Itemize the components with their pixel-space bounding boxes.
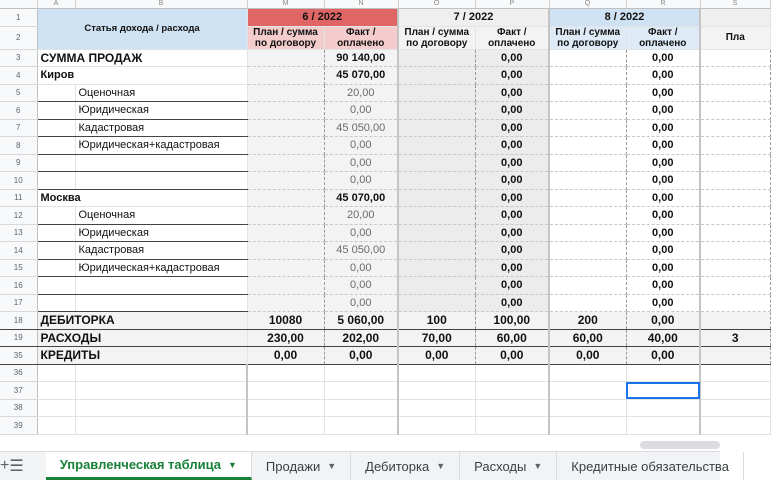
empty-cell[interactable] <box>626 417 700 435</box>
empty-cell[interactable] <box>475 364 549 382</box>
empty-cell[interactable] <box>37 417 75 435</box>
value-cell[interactable]: 0,00 <box>475 277 549 295</box>
value-cell[interactable] <box>247 172 324 190</box>
value-cell[interactable] <box>247 294 324 312</box>
value-cell[interactable] <box>700 189 770 207</box>
row-label-item[interactable]: Юридическая <box>75 224 247 242</box>
total-row <box>0 312 770 330</box>
value-cell[interactable]: 45 070,00 <box>324 67 398 85</box>
row-label-item[interactable]: Оценочная <box>75 207 247 225</box>
value-cell[interactable] <box>247 119 324 137</box>
total-value-cell[interactable]: 0,00 <box>398 347 475 365</box>
value-cell[interactable] <box>549 259 626 277</box>
sheet-tab-label: Управленческая таблица <box>59 457 221 472</box>
empty-cell[interactable] <box>549 364 626 382</box>
row-number[interactable]: 38 <box>0 399 37 417</box>
column-header-s[interactable]: S <box>700 0 770 9</box>
empty-cell[interactable] <box>475 399 549 417</box>
column-header-n[interactable]: N <box>324 0 398 9</box>
value-cell[interactable] <box>700 119 770 137</box>
value-cell[interactable]: 0,00 <box>324 277 398 295</box>
row-label-item[interactable]: Оценочная <box>75 84 247 102</box>
value-cell[interactable]: 0,00 <box>475 102 549 120</box>
value-cell[interactable] <box>398 84 475 102</box>
row-label-item[interactable]: Юридическая+кадастровая <box>75 137 247 155</box>
column-header-o[interactable]: O <box>398 0 475 9</box>
value-cell[interactable] <box>549 277 626 295</box>
row-label-indent[interactable] <box>37 207 75 225</box>
value-cell[interactable]: 0,00 <box>626 119 700 137</box>
total-value-cell[interactable]: 5 060,00 <box>324 312 398 330</box>
tab-dropdown-icon[interactable]: ▼ <box>533 461 543 471</box>
sheet-tab[interactable] <box>252 452 351 480</box>
empty-cell[interactable] <box>75 382 247 400</box>
value-cell[interactable]: 0,00 <box>626 102 700 120</box>
corner-cell[interactable] <box>0 0 37 9</box>
row-number[interactable]: 7 <box>0 119 37 137</box>
value-cell[interactable]: 20,00 <box>324 84 398 102</box>
value-cell[interactable] <box>549 172 626 190</box>
value-cell[interactable] <box>700 259 770 277</box>
empty-cell[interactable] <box>549 399 626 417</box>
row-number[interactable]: 15 <box>0 259 37 277</box>
value-cell[interactable]: 0,00 <box>475 242 549 260</box>
total-label[interactable]: ДЕБИТОРКА <box>37 312 247 330</box>
total-value-cell[interactable]: 100 <box>398 312 475 330</box>
value-cell[interactable] <box>549 224 626 242</box>
row-label-item[interactable] <box>75 154 247 172</box>
value-cell[interactable] <box>247 207 324 225</box>
total-label[interactable]: КРЕДИТЫ <box>37 347 247 365</box>
total-value-cell[interactable] <box>700 312 770 330</box>
column-header-row <box>0 0 770 9</box>
total-value-cell[interactable]: 0,00 <box>475 347 549 365</box>
value-cell[interactable]: 0,00 <box>626 84 700 102</box>
empty-cell[interactable] <box>75 399 247 417</box>
empty-cell[interactable] <box>398 417 475 435</box>
table-row <box>0 172 770 190</box>
empty-cell[interactable] <box>700 382 770 400</box>
total-row <box>0 347 770 365</box>
value-cell[interactable]: 0,00 <box>626 189 700 207</box>
value-cell[interactable]: 0,00 <box>475 207 549 225</box>
value-cell[interactable] <box>549 189 626 207</box>
value-cell[interactable] <box>700 154 770 172</box>
row-label-indent[interactable] <box>37 102 75 120</box>
value-cell[interactable] <box>247 67 324 85</box>
value-cell[interactable]: 20,00 <box>324 207 398 225</box>
tab-dropdown-icon[interactable]: ▼ <box>436 461 446 471</box>
value-cell[interactable] <box>247 224 324 242</box>
row-number[interactable]: 6 <box>0 102 37 120</box>
empty-cell[interactable] <box>324 382 398 400</box>
value-cell[interactable]: 0,00 <box>475 294 549 312</box>
empty-cell[interactable] <box>398 364 475 382</box>
value-cell[interactable] <box>549 137 626 155</box>
value-cell[interactable]: 0,00 <box>626 207 700 225</box>
row-number[interactable]: 11 <box>0 189 37 207</box>
total-value-cell[interactable]: 40,00 <box>626 329 700 347</box>
empty-cell[interactable] <box>626 399 700 417</box>
total-value-cell[interactable]: 0,00 <box>549 347 626 365</box>
table-row <box>0 102 770 120</box>
sheet-tab-label: Расходы <box>474 458 527 474</box>
empty-cell[interactable] <box>37 382 75 400</box>
add-sheet-icon[interactable]: + <box>0 457 10 474</box>
row-label-indent[interactable] <box>37 277 75 295</box>
empty-cell[interactable] <box>37 399 75 417</box>
row-number[interactable]: 12 <box>0 207 37 225</box>
value-cell[interactable]: 0,00 <box>626 224 700 242</box>
tab-dropdown-icon[interactable]: ▼ <box>327 461 337 471</box>
table-row <box>0 49 770 67</box>
empty-cell[interactable] <box>324 399 398 417</box>
value-cell[interactable] <box>398 294 475 312</box>
row-label[interactable]: Москва <box>37 189 247 207</box>
value-cell[interactable] <box>398 224 475 242</box>
empty-cell[interactable] <box>398 382 475 400</box>
row-label-item[interactable] <box>75 294 247 312</box>
table-row <box>0 189 770 207</box>
table-row <box>0 277 770 295</box>
sheet-tab-label: Кредитные обязательства <box>571 458 729 474</box>
value-cell[interactable] <box>398 67 475 85</box>
row-label-indent[interactable] <box>37 172 75 190</box>
value-cell[interactable] <box>549 154 626 172</box>
row-number[interactable]: 4 <box>0 67 37 85</box>
empty-cell[interactable] <box>700 364 770 382</box>
empty-cell[interactable] <box>324 417 398 435</box>
value-cell[interactable] <box>700 137 770 155</box>
plan-header[interactable]: План / сумма по договору <box>549 26 626 49</box>
empty-cell[interactable] <box>324 364 398 382</box>
value-cell[interactable] <box>398 137 475 155</box>
value-cell[interactable] <box>549 294 626 312</box>
empty-cell[interactable] <box>626 364 700 382</box>
value-cell[interactable] <box>247 259 324 277</box>
empty-cell[interactable] <box>247 364 324 382</box>
value-cell[interactable] <box>549 67 626 85</box>
item-column-header[interactable]: Статья дохода / расхода <box>37 9 247 50</box>
value-cell[interactable] <box>549 49 626 67</box>
value-cell[interactable] <box>247 102 324 120</box>
row-label-item[interactable]: Юридическая+кадастровая <box>75 259 247 277</box>
value-cell[interactable] <box>398 277 475 295</box>
month-header-6-2022[interactable]: 6 / 2022 <box>247 9 398 27</box>
row-label[interactable]: СУММА ПРОДАЖ <box>37 49 247 67</box>
sheet-tab[interactable] <box>46 452 252 480</box>
empty-cell[interactable] <box>75 364 247 382</box>
value-cell[interactable] <box>398 154 475 172</box>
row-label-indent[interactable] <box>37 294 75 312</box>
value-cell[interactable]: 0,00 <box>626 242 700 260</box>
row-number[interactable]: 2 <box>0 26 37 49</box>
value-cell[interactable]: 0,00 <box>626 294 700 312</box>
row-label-item[interactable]: Юридическая <box>75 102 247 120</box>
value-cell[interactable] <box>700 67 770 85</box>
value-cell[interactable]: 45 050,00 <box>324 242 398 260</box>
value-cell[interactable]: 0,00 <box>475 119 549 137</box>
month-header-7-2022[interactable]: 7 / 2022 <box>398 9 549 27</box>
header-row-1 <box>0 9 770 27</box>
value-cell[interactable]: 0,00 <box>324 137 398 155</box>
sheet-tab[interactable] <box>557 452 744 480</box>
total-value-cell[interactable] <box>700 347 770 365</box>
value-cell[interactable]: 0,00 <box>626 277 700 295</box>
table-row <box>0 259 770 277</box>
row-number[interactable]: 10 <box>0 172 37 190</box>
column-header-p[interactable]: P <box>475 0 549 9</box>
empty-cell[interactable] <box>700 417 770 435</box>
row-label-indent[interactable] <box>37 224 75 242</box>
row-label-indent[interactable] <box>37 119 75 137</box>
plan-header[interactable]: План / сумма по договору <box>247 26 324 49</box>
value-cell[interactable]: 90 140,00 <box>324 49 398 67</box>
row-number[interactable]: 35 <box>0 347 37 365</box>
total-value-cell[interactable]: 0,00 <box>626 347 700 365</box>
value-cell[interactable] <box>700 224 770 242</box>
value-cell[interactable] <box>247 49 324 67</box>
total-value-cell[interactable]: 60,00 <box>549 329 626 347</box>
value-cell[interactable]: 0,00 <box>324 102 398 120</box>
row-number[interactable]: 19 <box>0 329 37 347</box>
row-label-indent[interactable] <box>37 242 75 260</box>
row-label-item[interactable] <box>75 172 247 190</box>
row-number[interactable]: 37 <box>0 382 37 400</box>
value-cell[interactable] <box>247 242 324 260</box>
table-row <box>0 119 770 137</box>
tab-dropdown-icon[interactable]: ▼ <box>228 459 237 470</box>
value-cell[interactable]: 0,00 <box>475 49 549 67</box>
sheet-tab-label: Дебиторка <box>365 458 430 474</box>
value-cell[interactable]: 0,00 <box>475 67 549 85</box>
sheet-tab[interactable] <box>460 452 557 480</box>
empty-cell[interactable] <box>247 417 324 435</box>
value-cell[interactable] <box>398 207 475 225</box>
value-cell[interactable] <box>247 277 324 295</box>
value-cell[interactable] <box>549 102 626 120</box>
value-cell[interactable]: 0,00 <box>324 294 398 312</box>
plan-header[interactable]: План / сумма по договору <box>398 26 475 49</box>
empty-cell[interactable] <box>247 382 324 400</box>
row-label[interactable]: Киров <box>37 67 247 85</box>
value-cell[interactable] <box>700 172 770 190</box>
value-cell[interactable] <box>549 242 626 260</box>
row-number[interactable]: 16 <box>0 277 37 295</box>
month-header-next[interactable] <box>700 9 770 27</box>
value-cell[interactable] <box>700 49 770 67</box>
value-cell[interactable] <box>398 119 475 137</box>
total-value-cell[interactable]: 100,00 <box>475 312 549 330</box>
value-cell[interactable]: 0,00 <box>475 154 549 172</box>
value-cell[interactable] <box>398 172 475 190</box>
value-cell[interactable] <box>247 189 324 207</box>
empty-cell[interactable] <box>247 399 324 417</box>
total-value-cell[interactable]: 10080 <box>247 312 324 330</box>
empty-row <box>0 382 770 400</box>
table-row <box>0 224 770 242</box>
row-number[interactable]: 9 <box>0 154 37 172</box>
total-value-cell[interactable]: 60,00 <box>475 329 549 347</box>
total-value-cell[interactable]: 0,00 <box>324 347 398 365</box>
value-cell[interactable]: 0,00 <box>475 259 549 277</box>
row-number[interactable]: 1 <box>0 9 37 27</box>
table-row <box>0 84 770 102</box>
selected-cell[interactable] <box>626 382 700 400</box>
value-cell[interactable]: 45 050,00 <box>324 119 398 137</box>
table-row <box>0 294 770 312</box>
table-row <box>0 67 770 85</box>
tab-list <box>46 452 744 480</box>
value-cell[interactable]: 0,00 <box>626 172 700 190</box>
sheet-tab[interactable] <box>351 452 460 480</box>
column-header-q[interactable]: Q <box>549 0 626 9</box>
value-cell[interactable] <box>398 49 475 67</box>
value-cell[interactable] <box>398 242 475 260</box>
value-cell[interactable] <box>398 102 475 120</box>
table-row <box>0 154 770 172</box>
fact-header[interactable]: Факт / оплачено <box>324 26 398 49</box>
empty-row <box>0 364 770 382</box>
total-value-cell[interactable]: 3 <box>700 329 770 347</box>
value-cell[interactable] <box>549 119 626 137</box>
month-header-8-2022[interactable]: 8 / 2022 <box>549 9 700 27</box>
row-number[interactable]: 13 <box>0 224 37 242</box>
horizontal-scrollbar[interactable] <box>640 441 720 449</box>
total-value-cell[interactable]: 70,00 <box>398 329 475 347</box>
column-header-a[interactable]: A <box>37 0 75 9</box>
row-number[interactable]: 36 <box>0 364 37 382</box>
value-cell[interactable] <box>700 207 770 225</box>
row-label-indent[interactable] <box>37 154 75 172</box>
row-label-item[interactable]: Кадастровая <box>75 242 247 260</box>
value-cell[interactable] <box>549 207 626 225</box>
total-label[interactable]: РАСХОДЫ <box>37 329 247 347</box>
value-cell[interactable] <box>700 242 770 260</box>
column-header-r[interactable]: R <box>626 0 700 9</box>
row-label-indent[interactable] <box>37 84 75 102</box>
empty-cell[interactable] <box>37 364 75 382</box>
value-cell[interactable]: 0,00 <box>475 137 549 155</box>
fact-header[interactable]: Факт / оплачено <box>626 26 700 49</box>
empty-row <box>0 399 770 417</box>
value-cell[interactable] <box>247 84 324 102</box>
value-cell[interactable] <box>700 84 770 102</box>
empty-cell[interactable] <box>475 417 549 435</box>
empty-cell[interactable] <box>398 399 475 417</box>
column-header-m[interactable]: M <box>247 0 324 9</box>
value-cell[interactable]: 0,00 <box>324 172 398 190</box>
value-cell[interactable]: 0,00 <box>626 137 700 155</box>
row-number[interactable]: 14 <box>0 242 37 260</box>
table-row <box>0 242 770 260</box>
total-row <box>0 329 770 347</box>
total-value-cell[interactable]: 200 <box>549 312 626 330</box>
row-number[interactable]: 3 <box>0 49 37 67</box>
table-row <box>0 137 770 155</box>
empty-cell[interactable] <box>75 417 247 435</box>
value-cell[interactable]: 0,00 <box>324 154 398 172</box>
total-value-cell[interactable]: 230,00 <box>247 329 324 347</box>
sheet-tab-label: Продажи <box>265 458 321 474</box>
empty-row <box>0 417 770 435</box>
plan-header-partial[interactable]: Пла <box>700 26 770 49</box>
value-cell[interactable]: 0,00 <box>475 172 549 190</box>
row-label-item[interactable] <box>75 277 247 295</box>
row-number[interactable]: 5 <box>0 84 37 102</box>
all-sheets-menu-icon[interactable]: ☰ <box>9 458 24 475</box>
value-cell[interactable] <box>398 259 475 277</box>
total-value-cell[interactable]: 202,00 <box>324 329 398 347</box>
empty-cell[interactable] <box>549 382 626 400</box>
column-header-b[interactable]: B <box>75 0 247 9</box>
value-cell[interactable] <box>398 189 475 207</box>
row-number[interactable]: 39 <box>0 417 37 435</box>
value-cell[interactable]: 0,00 <box>324 259 398 277</box>
value-cell[interactable]: 0,00 <box>626 154 700 172</box>
value-cell[interactable] <box>247 137 324 155</box>
value-cell[interactable]: 0,00 <box>626 67 700 85</box>
row-number[interactable]: 8 <box>0 137 37 155</box>
value-cell[interactable]: 0,00 <box>626 49 700 67</box>
row-label-indent[interactable] <box>37 259 75 277</box>
row-label-item[interactable]: Кадастровая <box>75 119 247 137</box>
fact-header[interactable]: Факт / оплачено <box>475 26 549 49</box>
total-value-cell[interactable]: 0,00 <box>626 312 700 330</box>
value-cell[interactable]: 0,00 <box>475 84 549 102</box>
empty-cell[interactable] <box>475 382 549 400</box>
value-cell[interactable]: 45 070,00 <box>324 189 398 207</box>
empty-cell[interactable] <box>700 399 770 417</box>
value-cell[interactable] <box>700 102 770 120</box>
row-number[interactable]: 18 <box>0 312 37 330</box>
row-number[interactable]: 17 <box>0 294 37 312</box>
value-cell[interactable]: 0,00 <box>626 259 700 277</box>
value-cell[interactable] <box>247 154 324 172</box>
value-cell[interactable]: 0,00 <box>324 224 398 242</box>
row-label-indent[interactable] <box>37 137 75 155</box>
value-cell[interactable]: 0,00 <box>475 224 549 242</box>
sheet-tabs-bar <box>0 451 729 480</box>
empty-cell[interactable] <box>549 417 626 435</box>
value-cell[interactable] <box>700 277 770 295</box>
total-value-cell[interactable]: 0,00 <box>247 347 324 365</box>
value-cell[interactable]: 0,00 <box>475 189 549 207</box>
value-cell[interactable] <box>549 84 626 102</box>
value-cell[interactable] <box>700 294 770 312</box>
table-row <box>0 207 770 225</box>
